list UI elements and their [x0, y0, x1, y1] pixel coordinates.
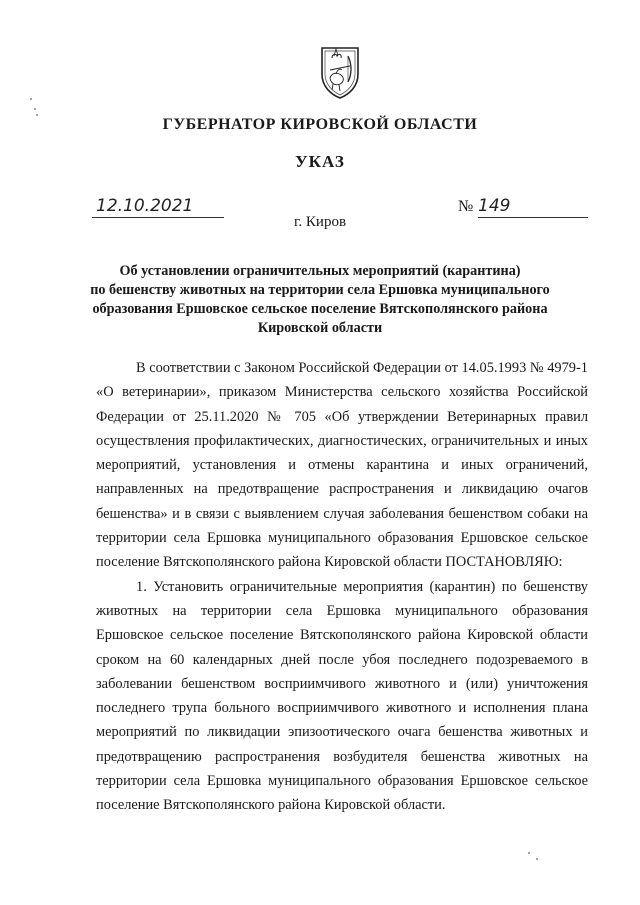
issuing-authority: ГУБЕРНАТОР КИРОВСКОЙ ОБЛАСТИ	[162, 116, 478, 133]
title-line: Кировской области	[257, 320, 383, 336]
coat-of-arms-icon	[318, 44, 362, 100]
document-date: 12.10.2021	[92, 195, 224, 218]
title-line: по бешенству животных на территории села Ершовка муниципального	[90, 282, 550, 298]
document-title	[90, 262, 550, 338]
body-paragraph-clause-1: 1. Установить ограничительные мероприятия (карантин) по бешенству животных на территории села Ершовка муниципального образования Ершовское сельское поселение Вятскополянского района Кировской области сроком на 60 календарных дней после убоя последнего подозреваемого в заболевании бешенством восприимчивого животного и (или) уничтожения последнего трупа больного восприимчивого животного и исполнения плана мероприятий по ликвидации эпизоотического очага бешенства животных и предотвращению распространения возбудителя бешенства животных на территории села Ершовка муниципального образования Ершовское сельское поселение Вятскополянского района Кировской области.	[96, 578, 588, 814]
title-line: Об установлении ограничительных мероприятий (карантина)	[119, 263, 521, 279]
body-paragraph-preamble: В соответствии с Законом Российской Федерации от 14.05.1993 № 4979-1 «О ветеринарии», приказом Министерства сельского хозяйства Российской Федерации от 25.11.2020 № 705 «Об утверждении Ветеринарных правил осуществления профилактических, диагностических, ограничительных и иных мероприятий, установления и отмены карантина и иных ограничений, направленных на предотвращение распространения и ликвидацию очагов бешенства» и в связи с выявлением случая заболевания бешенством собаки на территории села Ершовка муниципального образования Ершовское сельское поселение Вятскополянского района Кировской области ПОСТАНОВЛЯЮ:	[96, 360, 588, 571]
title-line: образования Ершовское сельское поселение Вятскополянского района	[92, 301, 548, 317]
document-body	[96, 356, 588, 818]
document-city: г. Киров	[293, 214, 347, 230]
number-label: №	[458, 198, 474, 215]
document-type: УКАЗ	[295, 152, 345, 171]
document-number: 149	[478, 195, 588, 218]
